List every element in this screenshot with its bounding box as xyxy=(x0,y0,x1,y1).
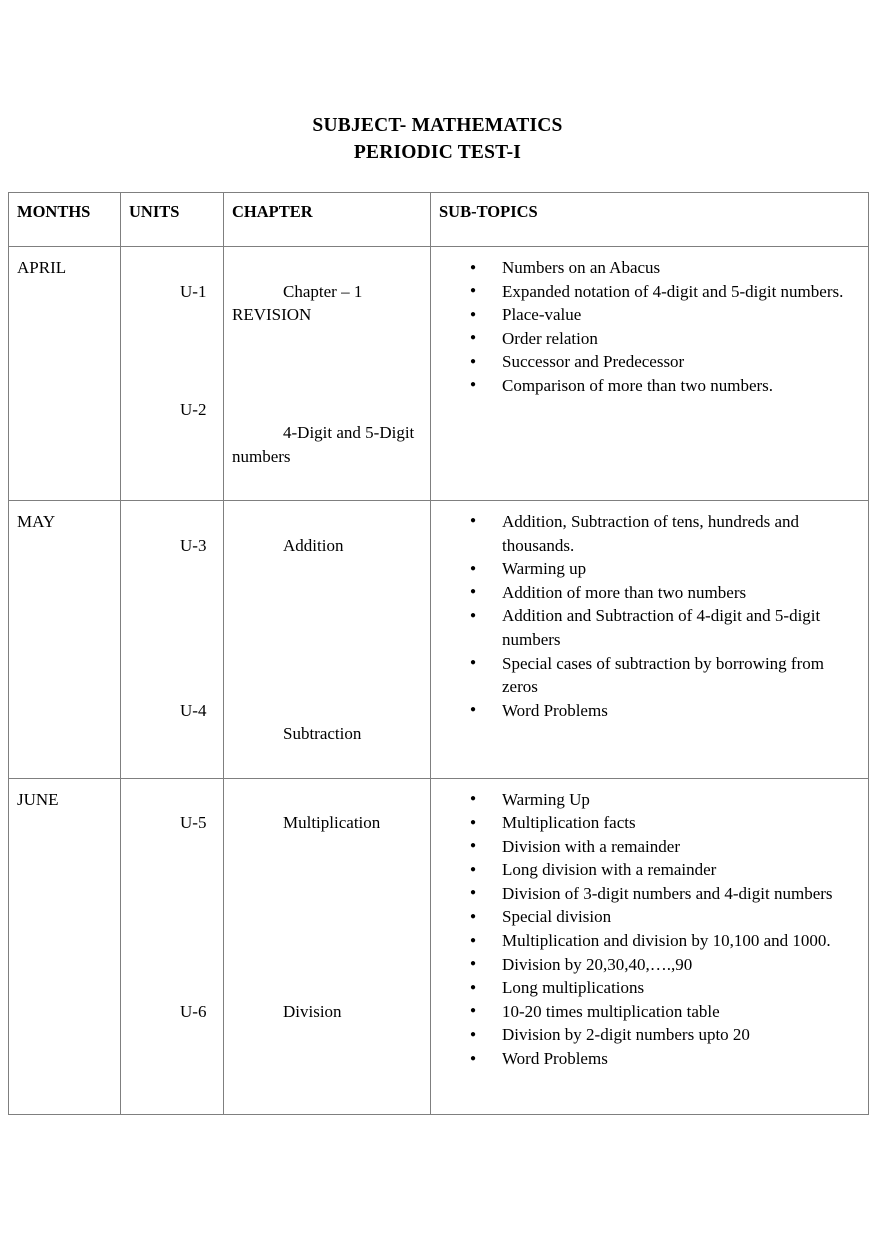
cell-units-april xyxy=(121,247,224,501)
list-item: ● Special division xyxy=(502,905,862,929)
cell-month-april xyxy=(9,247,121,501)
cell-chapter-april xyxy=(224,247,431,501)
column-header-units-label: UNITS xyxy=(129,202,180,221)
title-line-subject: SUBJECT- MATHEMATICS xyxy=(312,115,563,136)
column-header-subtopics xyxy=(431,193,869,247)
list-item: ● Successor and Predecessor xyxy=(502,350,862,374)
list-item: ● Warming up xyxy=(502,557,862,581)
cell-chapter-may xyxy=(224,500,431,778)
subtopics-list xyxy=(439,256,862,398)
unit-label: U-3 xyxy=(180,535,207,555)
list-item: ● Order relation xyxy=(502,327,862,351)
unit-spacer xyxy=(129,581,217,675)
chapter-list xyxy=(224,247,430,500)
chapter-list xyxy=(224,501,430,778)
chapter-label: Subtraction xyxy=(283,724,362,744)
month-label: JUNE xyxy=(17,789,59,809)
list-item: ● Division by 20,30,40,….,90 xyxy=(502,953,862,977)
cell-subtopics-june xyxy=(431,778,869,1114)
unit-label: U-2 xyxy=(180,399,207,419)
unit-list xyxy=(121,779,223,1056)
list-item: ● Long division with a remainder xyxy=(502,858,862,882)
list-item: ● Multiplication facts xyxy=(502,811,862,835)
unit-spacer xyxy=(129,858,217,976)
list-item: ● 10-20 times multiplication table xyxy=(502,1000,862,1024)
unit-spacer xyxy=(129,327,217,374)
unit-list xyxy=(121,501,223,754)
table-row xyxy=(9,247,869,501)
subtopics-wrapper xyxy=(431,779,868,1079)
list-item: ● Addition of more than two numbers xyxy=(502,581,862,605)
table-row xyxy=(9,778,869,1114)
chapter-spacer xyxy=(232,581,424,699)
list-item: ● Comparison of more than two numbers. xyxy=(502,374,862,398)
syllabus-table xyxy=(8,192,869,1115)
unit-list xyxy=(121,247,223,453)
list-item: ● Special cases of subtraction by borrowing from zeros xyxy=(502,652,862,699)
title-line-test: PERIODIC TEST-I xyxy=(353,142,522,163)
column-header-months-label: MONTHS xyxy=(17,202,91,221)
list-item: ● Warming Up xyxy=(502,788,862,812)
cell-chapter-june xyxy=(224,778,431,1114)
column-header-chapter-label: CHAPTER xyxy=(232,202,313,221)
list-item: ● Division with a remainder xyxy=(502,835,862,859)
list-item: ● Division of 3-digit numbers and 4-digit numbers xyxy=(502,882,862,906)
table-row xyxy=(9,500,869,778)
cell-month-may xyxy=(9,500,121,778)
unit-label: U-4 xyxy=(180,700,207,720)
unit-label: U-1 xyxy=(180,281,207,301)
month-label: APRIL xyxy=(17,258,67,277)
column-header-units xyxy=(121,193,224,247)
list-item: ● Expanded notation of 4-digit and 5-digit numbers. xyxy=(502,280,862,304)
list-item: ● Word Problems xyxy=(502,699,862,723)
column-header-chapter xyxy=(224,193,431,247)
cell-month-june xyxy=(9,778,121,1114)
list-item: ● Division by 2-digit numbers upto 20 xyxy=(502,1023,862,1047)
subtopics-wrapper xyxy=(431,501,868,730)
chapter-label: Chapter – 1 REVISION xyxy=(232,281,367,325)
list-item: ● Numbers on an Abacus xyxy=(502,256,862,280)
unit-label: U-5 xyxy=(180,813,207,833)
list-item: ● Multiplication and division by 10,100 and 1000. xyxy=(502,929,862,953)
chapter-label: 4-Digit and 5-Digit numbers xyxy=(232,423,419,466)
unit-label: U-6 xyxy=(180,1001,207,1021)
column-header-months xyxy=(9,193,121,247)
chapter-label: Multiplication xyxy=(283,813,381,833)
cell-units-may xyxy=(121,500,224,778)
chapter-list xyxy=(224,779,430,1056)
subtopics-list xyxy=(439,788,862,1071)
cell-subtopics-may xyxy=(431,500,869,778)
column-header-subtopics-label: SUB-TOPICS xyxy=(439,202,538,221)
cell-subtopics-april xyxy=(431,247,869,501)
list-item: ● Place-value xyxy=(502,303,862,327)
chapter-spacer xyxy=(232,858,424,976)
table-header-row xyxy=(9,193,869,247)
chapter-spacer xyxy=(232,350,424,397)
subtopics-wrapper xyxy=(431,247,868,406)
subtopics-list xyxy=(439,510,862,722)
cell-units-june xyxy=(121,778,224,1114)
list-item: ● Addition, Subtraction of tens, hundreds and thousands. xyxy=(502,510,862,557)
month-label: MAY xyxy=(17,511,56,531)
list-item: ● Word Problems xyxy=(502,1047,862,1071)
document-title xyxy=(0,112,875,166)
chapter-label: Division xyxy=(283,1001,342,1021)
chapter-label: Addition xyxy=(283,535,344,555)
list-item: ● Addition and Subtraction of 4-digit and 5-digit numbers xyxy=(502,604,862,651)
list-item: ● Long multiplications xyxy=(502,976,862,1000)
